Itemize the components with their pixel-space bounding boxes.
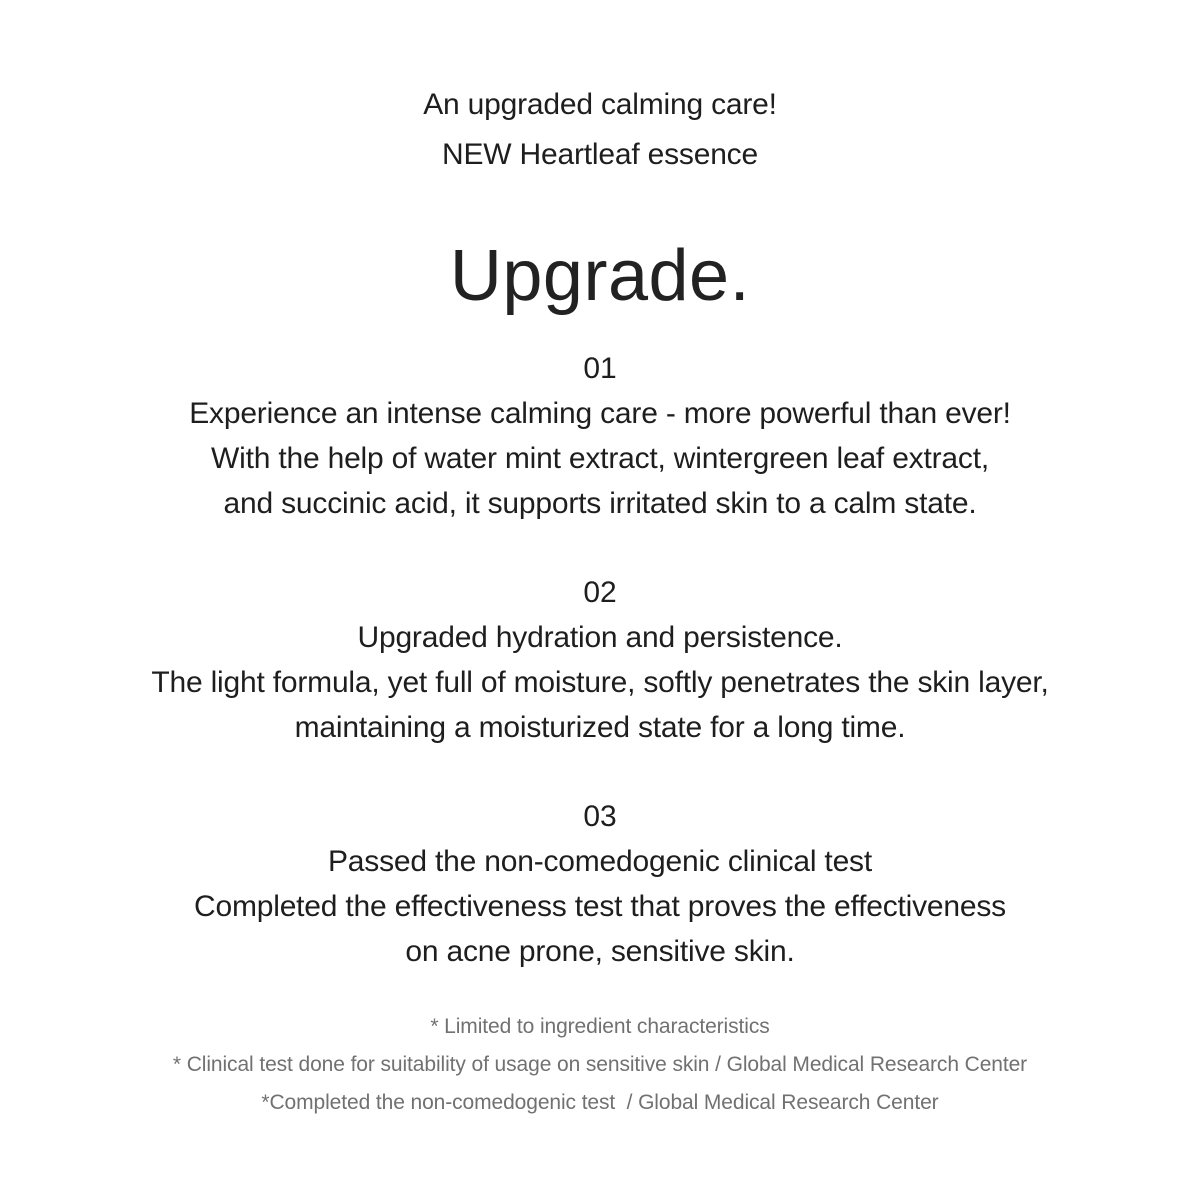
section-line: and succinic acid, it supports irritated skin to a calm state. — [223, 487, 977, 520]
section-line: The light formula, yet full of moisture, softly penetrates the skin layer, — [151, 666, 1049, 699]
footnote-non-comedogenic: *Completed the non-comedogenic test / Global Medical Research Center — [261, 1091, 939, 1114]
section-line: Upgraded hydration and persistence. — [357, 621, 843, 654]
section-line: Passed the non-comedogenic clinical test — [328, 845, 872, 878]
feature-section-03 — [0, 794, 1200, 974]
footnote-clinical-test: * Clinical test done for suitability of usage on sensitive skin / Global Medical Research Center — [172, 1053, 1028, 1076]
feature-sections — [0, 346, 1200, 974]
section-line: on acne prone, sensitive skin. — [405, 935, 795, 968]
intro-line-2: NEW Heartleaf essence — [442, 138, 758, 171]
section-line: With the help of water mint extract, wintergreen leaf extract, — [211, 442, 989, 475]
feature-section-01 — [0, 346, 1200, 526]
section-line: Completed the effectiveness test that proves the effectiveness — [194, 890, 1006, 923]
section-number: 01 — [583, 352, 617, 385]
section-number: 02 — [583, 576, 617, 609]
feature-section-02 — [0, 570, 1200, 750]
intro-text — [0, 80, 1200, 180]
section-line: Experience an intense calming care - more powerful than ever! — [189, 397, 1011, 430]
section-number: 03 — [583, 800, 617, 833]
intro-line-1: An upgraded calming care! — [423, 88, 777, 121]
footnotes — [0, 1008, 1200, 1122]
section-line: maintaining a moisturized state for a long time. — [294, 711, 906, 744]
footnote-ingredient: * Limited to ingredient characteristics — [430, 1015, 770, 1038]
page-title: Upgrade. — [449, 236, 751, 316]
